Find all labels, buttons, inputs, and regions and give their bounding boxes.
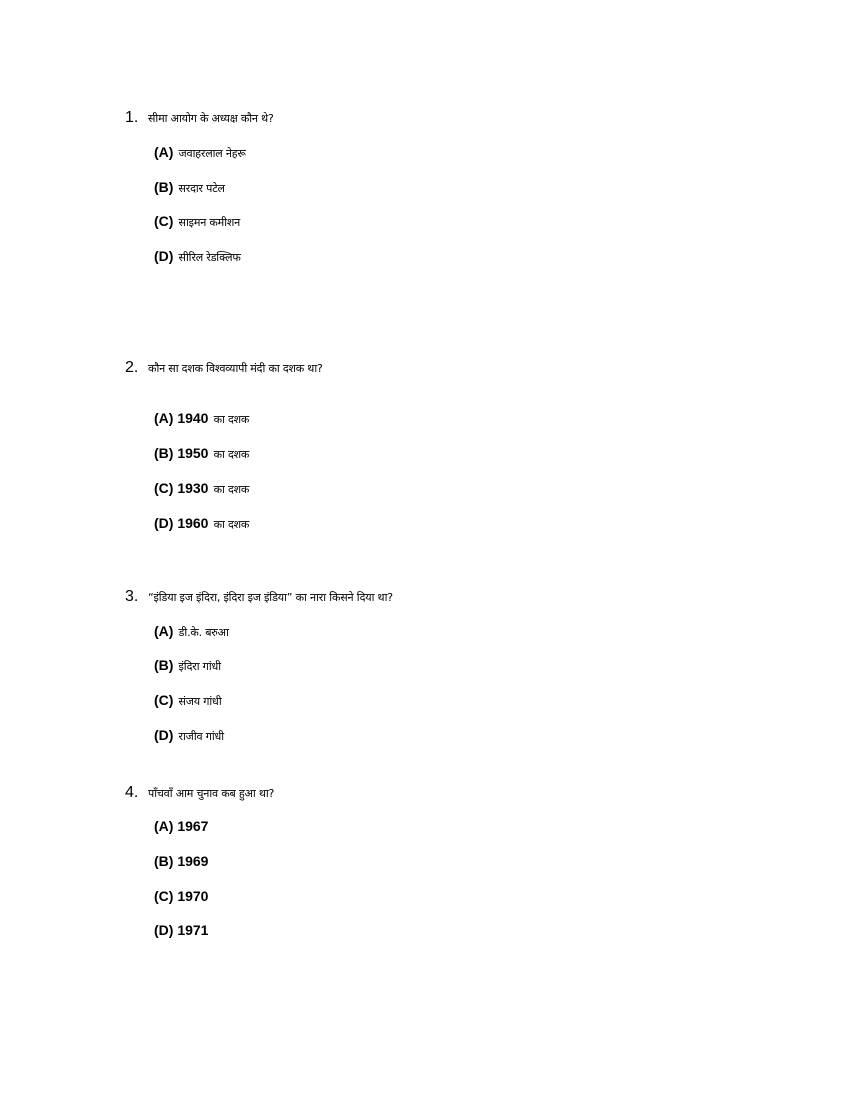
option-letter: (B) 1969 — [154, 853, 209, 869]
option-text: डी.के. बरुआ — [178, 626, 229, 639]
option-letter: (B) 1950 — [154, 445, 209, 461]
option-text: जवाहरलाल नेहरू — [178, 147, 246, 160]
option-d — [154, 725, 224, 747]
question-number: 4. — [125, 784, 139, 801]
option-letter: (C) — [154, 692, 174, 708]
option-text: राजीव गांधी — [178, 730, 224, 743]
option-text: का दशक — [213, 448, 250, 461]
option-d — [154, 513, 249, 535]
option-letter: (D) 1960 — [154, 515, 209, 531]
option-d — [154, 246, 241, 268]
option-c — [154, 211, 240, 233]
question-line — [125, 782, 274, 804]
option-a — [154, 142, 246, 164]
option-c — [154, 886, 208, 906]
option-text: का दशक — [213, 483, 250, 496]
option-letter: (C) 1930 — [154, 480, 209, 496]
option-c — [154, 690, 221, 712]
question-text: “इंडिया इज इंदिरा, इंदिरा इज इंडिया” का नारा किसने दिया था? — [148, 591, 393, 604]
option-text: का दशक — [213, 518, 250, 531]
option-text: का दशक — [213, 413, 250, 426]
option-text: इंदिरा गांधी — [178, 660, 221, 673]
option-d — [154, 920, 208, 940]
question-number: 2. — [125, 359, 139, 376]
question-line — [125, 107, 274, 129]
option-b — [154, 443, 249, 465]
option-c — [154, 478, 249, 500]
option-text: संजय गांधी — [178, 695, 222, 708]
option-letter: (D) — [154, 248, 174, 264]
option-letter: (A) 1940 — [154, 410, 209, 426]
option-text: साइमन कमीशन — [178, 216, 241, 229]
question-number: 1. — [125, 109, 139, 126]
question-line — [125, 586, 393, 608]
option-b — [154, 851, 208, 871]
option-a — [154, 408, 249, 430]
option-a — [154, 816, 208, 836]
question-number: 3. — [125, 588, 139, 605]
option-text: सीरिल रेडक्लिफ — [178, 251, 241, 264]
option-letter: (B) — [154, 179, 174, 195]
option-letter: (A) — [154, 144, 174, 160]
option-letter: (A) 1967 — [154, 818, 209, 834]
option-text: सरदार पटेल — [178, 182, 225, 195]
option-letter: (D) 1971 — [154, 922, 209, 938]
option-b — [154, 655, 221, 677]
question-text: सीमा आयोग के अध्यक्ष कौन थे? — [148, 112, 274, 125]
option-letter: (C) 1970 — [154, 888, 209, 904]
question-text: पाँचवाँ आम चुनाव कब हुआ था? — [148, 787, 275, 800]
option-letter: (D) — [154, 727, 174, 743]
option-a — [154, 621, 229, 643]
question-line — [125, 357, 323, 379]
option-letter: (C) — [154, 213, 174, 229]
option-b — [154, 177, 225, 199]
option-letter: (A) — [154, 623, 174, 639]
option-letter: (B) — [154, 657, 174, 673]
question-text: कौन सा दशक विश्वव्यापी मंदी का दशक था? — [148, 362, 323, 375]
